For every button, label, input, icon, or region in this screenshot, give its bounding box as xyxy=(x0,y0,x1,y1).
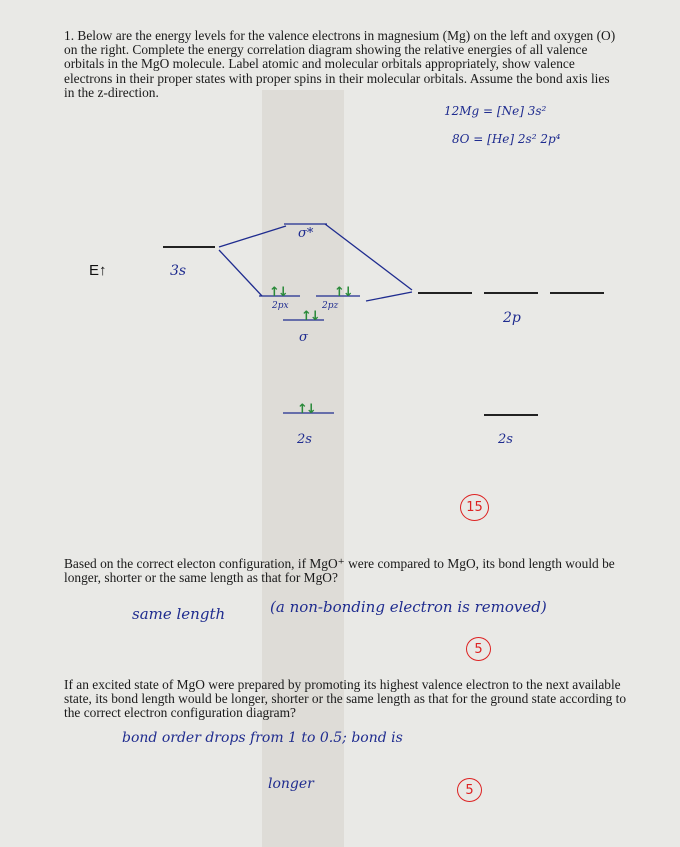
sigma-star-label: σ* xyxy=(298,226,314,241)
answer-3-line-1: bond order drops from 1 to 0.5; bond is xyxy=(122,730,403,746)
o-configuration: 8O = [He] 2s² 2p⁴ xyxy=(452,132,561,146)
sigma-2s-electron-pair: ↑↓ xyxy=(297,402,315,417)
pz-electron-pair: ↑↓ xyxy=(334,285,352,300)
o-2p-level-3 xyxy=(550,292,604,294)
mo-2s-label: 2s xyxy=(297,432,312,447)
answer-2-reason: (a non-bonding electron is removed) xyxy=(270,598,547,616)
question-2-text: Based on the correct electon configuration, if MgO⁺ were compared to MgO, its bond length would be longer, shorter or the same length as that for MgO? xyxy=(64,556,615,586)
question-1-text: 1. Below are the energy levels for the valence electrons in magnesium (Mg) on the left and oxygen (O) on the right. Complete the energy correlation diagram showing the relative energies of all valence orbitals in the MgO molecule. Label atomic and molecular orbitals appropriately, show valence electrons in their proper states with proper spins in their molecular orbitals. Assume the bond axis lies in the z-direction. xyxy=(64,28,616,100)
o-2s-level xyxy=(484,414,538,416)
answer-2-main: same length xyxy=(132,605,226,623)
mg-3s-label: 3s xyxy=(170,263,187,279)
o-2p-level-1 xyxy=(418,292,472,294)
sigma-electron-pair: ↑↓ xyxy=(301,309,319,324)
question-3-text: If an excited state of MgO were prepared by promoting its highest valence electron to the next available state, its bond length would be longer, shorter or the same length as that for the ground state according to the correct electron configuration diagram? xyxy=(64,677,627,721)
px-label: 2px xyxy=(272,301,289,311)
answer-3-line-2: longer xyxy=(268,776,314,792)
score-question-3: 5 xyxy=(457,778,482,802)
px-electron-pair: ↑↓ xyxy=(269,285,287,300)
score-question-1: 15 xyxy=(460,494,489,521)
pz-label: 2pz xyxy=(322,301,339,311)
sigma-label: σ xyxy=(299,330,308,345)
o-2s-label: 2s xyxy=(498,432,513,447)
mg-configuration: 12Mg = [Ne] 3s² xyxy=(444,104,547,118)
o-2p-level-2 xyxy=(484,292,538,294)
o-2p-label: 2p xyxy=(503,310,521,326)
energy-axis-label: E↑ xyxy=(89,262,107,279)
score-question-2: 5 xyxy=(466,637,491,661)
